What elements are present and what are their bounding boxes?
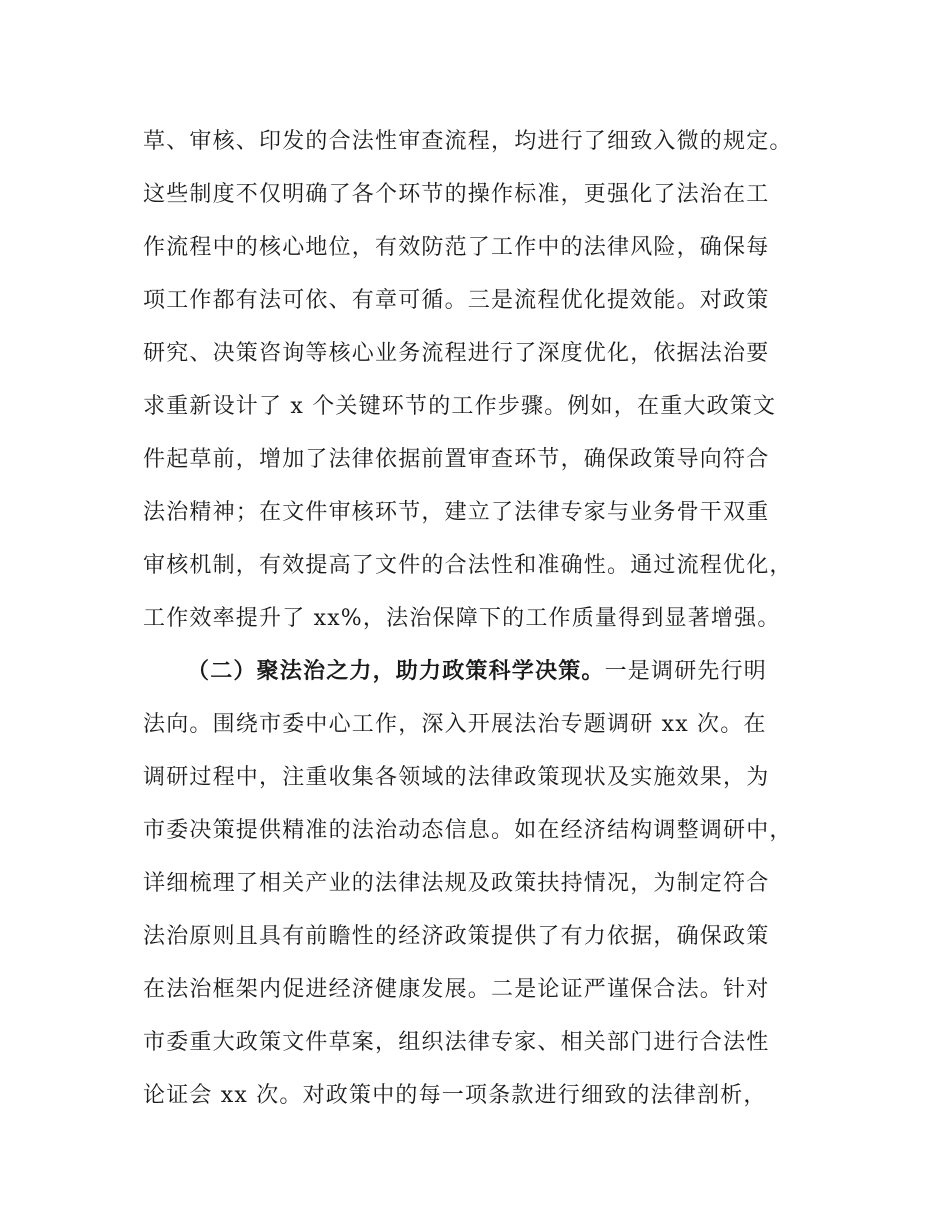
- paragraph-line: 法向。围绕市委中心工作，深入开展法治专题调研 xx 次。在: [143, 712, 767, 737]
- paragraph-line: 法治精神；在文件审核环节，建立了法律专家与业务骨干双重: [143, 500, 770, 525]
- paragraph-line: 法治原则且具有前瞻性的经济政策提供了有力依据，确保政策: [143, 924, 770, 949]
- paragraph-line: 工作效率提升了 xx%，法治保障下的工作质量得到显著增强。: [143, 606, 781, 631]
- paragraph-line: 这些制度不仅明确了各个环节的操作标准，更强化了法治在工: [143, 182, 770, 207]
- paragraph-line: 论证会 xx 次。对政策中的每一项条款进行细致的法律剖析，: [143, 1083, 767, 1108]
- paragraph-line: 件起草前，增加了法律依据前置审查环节，确保政策导向符合: [143, 447, 770, 472]
- paragraph-line: 调研过程中，注重收集各领域的法律政策现状及实施效果，为: [143, 765, 770, 790]
- paragraph-line: 草、审核、印发的合法性审查流程，均进行了细致入微的规定。: [143, 129, 793, 154]
- paragraph-line: 市委重大政策文件草案，组织法律专家、相关部门进行合法性: [143, 1030, 770, 1055]
- paragraph-line: 市委决策提供精准的法治动态信息。如在经济结构调整调研中，: [143, 818, 793, 843]
- section-heading: （二）聚法治之力，助力政策科学决策。: [187, 659, 605, 684]
- paragraph-line: 求重新设计了 x 个关键环节的工作步骤。例如，在重大政策文: [143, 394, 777, 419]
- paragraph-line: 审核机制，有效提高了文件的合法性和准确性。通过流程优化，: [143, 553, 793, 578]
- paragraph-line-text: 一是调研先行明: [604, 659, 768, 684]
- paragraph-first-line: [187, 657, 767, 687]
- paragraph-line: 在法治框架内促进经济健康发展。二是论证严谨保合法。针对: [143, 977, 770, 1002]
- paragraph-line: 作流程中的核心地位，有效防范了工作中的法律风险，确保每: [143, 235, 770, 260]
- paragraph-line: 详细梳理了相关产业的法律法规及政策扶持情况，为制定符合: [143, 871, 770, 896]
- paragraph-line: 项工作都有法可依、有章可循。三是流程优化提效能。对政策: [143, 288, 770, 313]
- paragraph-line: 研究、决策咨询等核心业务流程进行了深度优化，依据法治要: [143, 341, 770, 366]
